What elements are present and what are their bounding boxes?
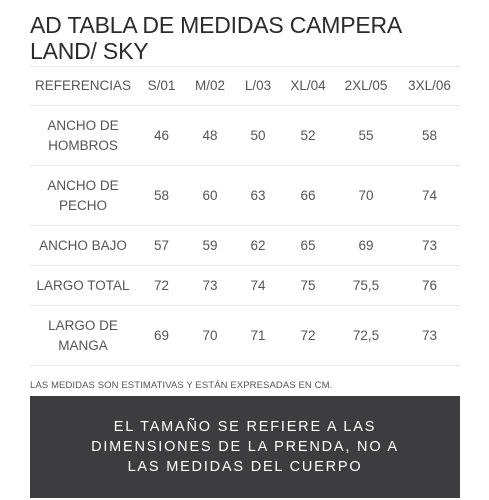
table-cell: 58 (421, 127, 438, 143)
header-cell-m: M/02 (194, 78, 225, 93)
table-cell: 70 (358, 187, 374, 203)
row-label: ANCHO DE PECHO (47, 177, 119, 213)
row-label: ANCHO DE HOMBROS (47, 117, 119, 153)
table-cell: 72,5 (352, 327, 380, 343)
size-chart-page (30, 0, 460, 500)
table-cell: 46 (153, 127, 170, 143)
row-label: ANCHO BAJO (39, 237, 127, 253)
table-cell: 65 (300, 237, 316, 253)
table-cell: 75 (300, 277, 316, 293)
table-cell: 55 (358, 127, 374, 143)
measurements-note: LAS MEDIDAS SON ESTIMATIVAS Y ESTÁN EXPRESADAS EN CM. (30, 380, 333, 391)
table-cell: 74 (250, 277, 266, 293)
header-cell-3xl: 3XL/06 (408, 78, 451, 93)
table-cell: 71 (250, 327, 266, 343)
table-row (30, 266, 460, 306)
table-cell: 58 (153, 187, 170, 203)
table-cell: 52 (300, 127, 316, 143)
size-table (30, 66, 460, 366)
header-cell-s: S/01 (147, 78, 176, 93)
table-row (30, 106, 460, 166)
table-cell: 72 (153, 277, 170, 293)
size-disclaimer-banner (30, 396, 460, 498)
table-cell: 50 (250, 127, 266, 143)
table-cell: 74 (421, 187, 438, 203)
table-cell: 62 (250, 237, 266, 253)
row-label: LARGO DE MANGA (48, 317, 118, 353)
header-cell-2xl: 2XL/05 (344, 78, 388, 93)
row-label: LARGO TOTAL (36, 277, 130, 293)
banner-text: EL TAMAÑO SE REFIERE A LAS DIMENSIONES DE LA PRENDA, NO A LAS MEDIDAS DEL CUERPO (91, 419, 399, 475)
header-cell-xl: XL/04 (290, 78, 326, 93)
table-cell: 73 (202, 277, 218, 293)
table-cell: 75,5 (352, 277, 380, 293)
table-cell: 73 (421, 327, 438, 343)
table-row (30, 226, 460, 266)
table-cell: 73 (421, 237, 438, 253)
table-cell: 69 (153, 327, 170, 343)
header-cell-referencias: REFERENCIAS (34, 78, 132, 93)
table-cell: 66 (300, 187, 316, 203)
table-row (30, 166, 460, 226)
table-cell: 76 (421, 277, 438, 293)
table-cell: 59 (202, 237, 218, 253)
table-row (30, 306, 460, 366)
page-title: AD TABLA DE MEDIDAS CAMPERA LAND/ SKY (30, 12, 401, 64)
table-cell: 48 (202, 127, 218, 143)
table-cell: 60 (202, 187, 218, 203)
table-cell: 57 (153, 237, 170, 253)
header-cell-l: L/03 (244, 78, 272, 93)
table-cell: 63 (250, 187, 266, 203)
table-cell: 69 (358, 237, 374, 253)
table-header-row (30, 67, 460, 106)
table-cell: 70 (202, 327, 218, 343)
table-cell: 72 (300, 327, 316, 343)
